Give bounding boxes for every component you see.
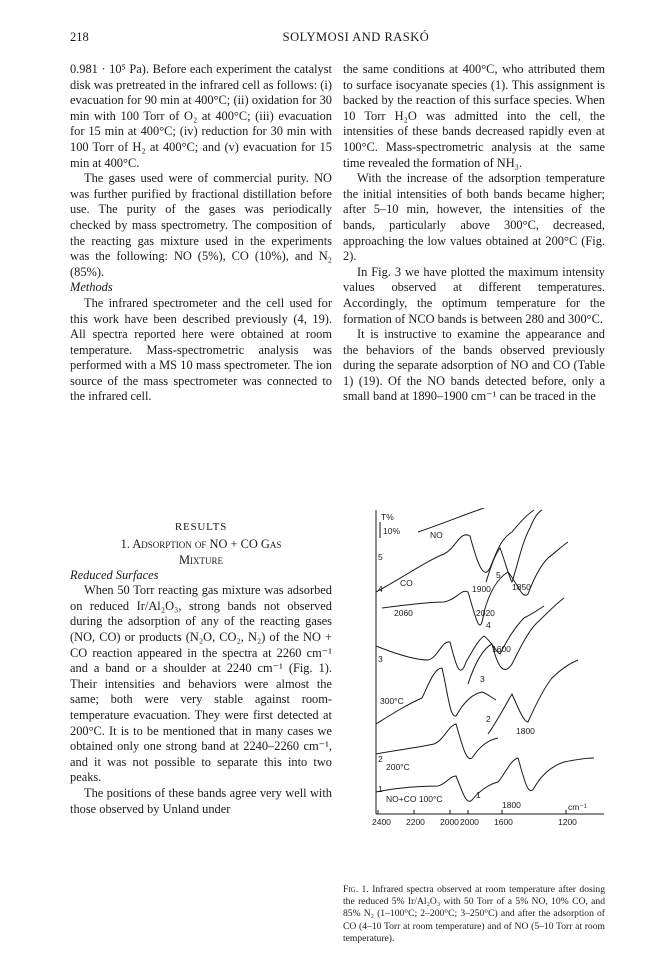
running-title: SOLYMOSI AND RASKÓ [282,30,430,44]
paragraph: It is instructive to examine the appearance and the behaviors of the bands observed previously during the separate adsorption of NO and CO (Table 1) (19). Of the NO bands detected before, only a small band at 1890–1900 cm⁻¹ can be traced in the [343,327,605,404]
x-tick-label: 1600 [494,817,513,827]
x-axis-ticks [378,810,566,814]
scale-top-label: T% [381,512,394,522]
x-tick-label: 2400 [372,817,391,827]
results-section [70,520,332,817]
figure-caption [343,884,605,945]
left-column-top [70,62,332,405]
curve-number-5: 5 [378,552,383,562]
page-header [70,30,642,50]
spectrum-200c [376,724,498,759]
page-number: 218 [70,30,89,44]
subsection-heading [70,536,332,568]
paragraph: When 50 Torr reacting gas mixture was adsorbed on reduced Ir/Al₂O₃, strong bands not observed during the adsorption of any of the reacting gases (NO, CO) or products (N₂O, CO₂, N₂) of the NO + CO reaction appeared in the spectra at 2260 cm⁻¹ and a band or a shoulder at 2240 cm⁻¹ (Fig. 1). Their intensities and behaviors were almost the same; both were very stable against room-temperature evacuation. They were first detected at 200°C. It is to be mentioned that in many cases we obtained only one strong band at 2240–2260 cm⁻¹, and it was not possible to separate this into two peaks. [70,583,332,785]
temperature-300c: 300°C [380,696,404,706]
paragraph: The infrared spectrometer and the cell used for this work have been described previously (4, 19). All spectra reported here were obtained at room temperature. Mass-spectrometric analysis was performed with a MS 10 mass spectrometer. The ion source of the mass spectrometer was connected to the infrared cell. [70,295,332,404]
curve-number-1-right: 1 [476,790,481,800]
x-tick-label: 2200 [406,817,425,827]
paragraph: The gases used were of commercial purity. NO was further purified by fractional distillation before use. The purity of the gases was periodically checked by mass spectrometry. The composition of the reacting gas mixture used in the experiments was the following: NO (5%), CO (10%), and N₂ (85%). [70,171,332,279]
paragraph: In Fig. 3 we have plotted the maximum intensity values observed at different temperatures. Accordingly, the optimum temperature for the formation of NCO bands is between 280 and 300°C. [343,264,605,326]
results-heading: RESULTS [174,521,228,533]
figure-1-infrared-spectra [372,508,606,870]
x-tick-label: 2000 [440,817,459,827]
wavenumber-1800-lower: 1800 [502,800,521,810]
temperature-200c: 200°C [386,762,410,772]
curve-number-2: 2 [378,754,383,764]
curve-number-3-right: 3 [480,674,485,684]
reduced-surfaces-heading: Reduced Surfaces [70,567,159,582]
curve-number-2-right: 2 [486,714,491,724]
right-column [343,62,605,405]
paragraph: The positions of these bands agree very well with those observed by Unland under [70,785,332,816]
spectrum-2 [488,660,578,734]
curve-label-co: CO [400,578,413,588]
wavenumber-1600: 1600 [492,644,511,654]
x-tick-label: 1200 [558,817,577,827]
x-axis-unit: cm⁻¹ [568,802,587,812]
subsection-heading-line2: Mixture [178,552,223,567]
scale-bottom-label: 10% [383,526,401,536]
mixture-label: NO+CO 100°C [386,794,443,804]
curve-number-3: 3 [378,654,383,664]
paragraph: With the increase of the adsorption temperature the initial intensities of both bands became higher; after 5–10 min, however, the intensities of the bands, particularly above 300°C, decreased, approaching the low values obtained at 200°C (Fig. 2). [343,171,605,264]
figure-caption-label: Fig. 1. [343,884,369,895]
paragraph: the same conditions at 400°C, who attributed them to surface isocyanate species (1). This assignment is backed by the reaction of this surface species. When 10 Torr H₂O was admitted into the cell, the intensities of these bands decreased rapidly even at 100°C. Mass-spectrometric analysis at the same time revealed the formation of NH₃. [343,62,605,170]
curve-label-no: NO [430,530,443,540]
spectrum-no [418,508,484,532]
curve-number-5-right: 5 [496,570,501,580]
x-tick-label: 2000 [460,817,479,827]
curve-number-4-right: 4 [486,620,491,630]
section-heading-methods: Methods [70,280,113,295]
figure-caption-text: Infrared spectra observed at room temperature after dosing the reduced 5% Ir/Al₂O₃ with 50 Torr of a 5% NO, 10% CO, and 85% N₂ (1–100°C; 2–200°C; 3–250°C) and after the adsorption of CO (4–10 Torr at room temperature) and of NO (5–10 Torr at room temperature). [343,884,605,944]
curve-number-1: 1 [378,784,383,794]
wavenumber-2060: 2060 [394,608,413,618]
wavenumber-2020: 2020 [476,608,495,618]
wavenumber-1800-upper: 1800 [516,726,535,736]
wavenumber-1900: 1900 [472,584,491,594]
paragraph: 0.981 · 10⁵ Pa). Before each experiment the catalyst disk was pretreated in the infrared cell as follows: (i) evacuation for 90 min at 400°C; (ii) oxidation for 30 min with 100 Torr of O₂ at 400°C; (iii) evacuation for 15 min at 400°C; (iv) reduction for 30 min with 100 Torr of H₂ at 400°C; and (v) evacuation for 15 min at 400°C. [70,62,332,170]
spectra-plot [372,508,606,870]
wavenumber-1850: 1850 [512,582,531,592]
subsection-heading-line1: 1. Adsorption of NO + CO Gas [120,536,282,551]
curve-number-4: 4 [378,584,383,594]
spectrum-5 [486,510,542,582]
